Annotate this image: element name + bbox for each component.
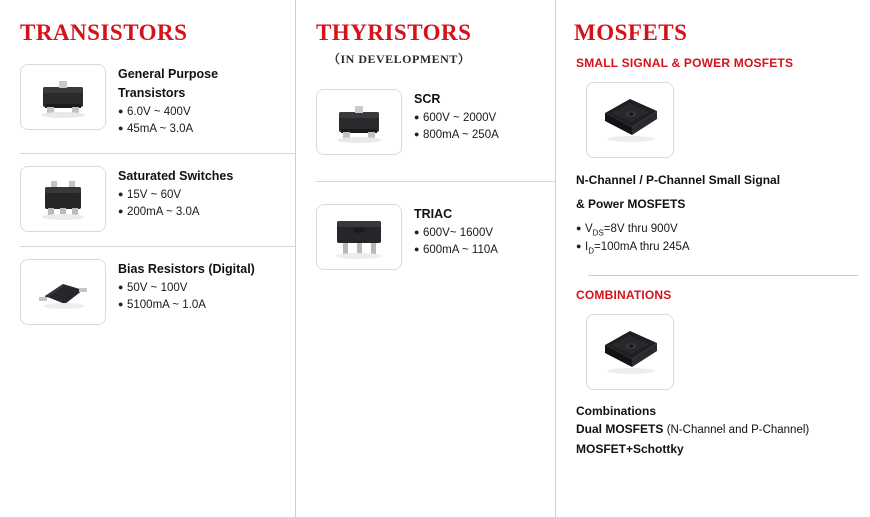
column-mosfets <box>555 0 870 517</box>
product-info <box>106 64 295 139</box>
bullet-icon: ● <box>576 241 582 252</box>
bullet-icon: ● <box>118 123 124 134</box>
spec-text: 800mA ~ 250A <box>423 129 499 142</box>
combinations-dual-light: (N-Channel and P-Channel) <box>666 424 810 437</box>
bullet-icon: ● <box>118 205 124 216</box>
spec-subscript: D <box>588 246 594 256</box>
mosfet-desc-line2: & Power MOSFETS <box>576 197 686 212</box>
product-spec <box>118 204 295 221</box>
sod323-transistor-photo <box>20 259 106 325</box>
column-thyristors <box>295 0 555 517</box>
product-spec <box>118 104 295 121</box>
spec-subscript: DS <box>592 228 604 238</box>
product-spec <box>118 280 295 297</box>
product-name-line1: Saturated Switches <box>118 168 234 183</box>
spec-text: 600V~ 1600V <box>423 227 494 239</box>
spec-prefix: V <box>585 222 593 235</box>
product-row[interactable] <box>20 52 295 153</box>
spec-text: 600mA ~ 110A <box>423 244 498 257</box>
product-row[interactable] <box>20 153 295 246</box>
product-spec <box>414 225 555 242</box>
bullet-icon: ● <box>414 112 420 122</box>
spec-text: 5100mA ~ 1.0A <box>127 298 206 311</box>
product-name-line1: SCR <box>414 92 441 106</box>
combinations-text-block <box>576 404 870 457</box>
spec-prefix: I <box>585 241 589 254</box>
combinations-line-dual <box>576 420 870 439</box>
spec-text: 45mA ~ 3.0A <box>127 123 194 136</box>
qfn-mosfet-photo <box>586 82 674 158</box>
product-spec <box>576 239 870 257</box>
small-signal-text-block <box>576 172 870 257</box>
spec-text: 15V ~ 60V <box>127 188 182 201</box>
product-row[interactable] <box>316 67 555 181</box>
bullet-icon: ● <box>118 188 124 199</box>
sot323-transistor-photo <box>20 166 106 232</box>
section-heading-combinations: COMBINATIONS <box>576 288 672 303</box>
column-title-transistors: TRANSISTORS <box>20 20 188 45</box>
product-spec <box>118 187 295 204</box>
combinations-line-schottky: MOSFET+Schottky <box>576 441 684 456</box>
bullet-icon: ● <box>414 227 420 237</box>
spec-suffix: =100mA thru 245A <box>593 241 690 254</box>
product-info <box>402 204 555 260</box>
spec-text: 600V ~ 2000V <box>423 112 497 124</box>
bullet-icon: ● <box>118 298 124 309</box>
spec-text: 6.0V ~ 400V <box>127 106 191 118</box>
product-info <box>106 166 295 222</box>
product-spec <box>576 221 870 239</box>
product-info <box>106 259 295 315</box>
to252-triac-photo <box>316 204 402 270</box>
product-spec <box>414 110 555 127</box>
product-name-line1: Bias Resistors (Digital) <box>118 261 255 276</box>
combinations-dual-bold: Dual MOSFETS <box>576 422 664 437</box>
combinations-title: Combinations <box>576 404 656 419</box>
column-title-thyristors: THYRISTORS <box>316 20 472 45</box>
bullet-icon: ● <box>576 222 582 233</box>
spec-suffix: =8V thru 900V <box>603 222 678 235</box>
product-spec <box>414 127 555 144</box>
product-info <box>402 89 555 145</box>
product-spec <box>414 242 555 259</box>
product-row[interactable] <box>316 181 555 296</box>
qfn-combination-photo <box>586 314 674 390</box>
column-title-mosfets: MOSFETS <box>574 20 688 45</box>
section-heading-small-signal: SMALL SIGNAL & POWER MOSFETS <box>576 56 794 70</box>
product-spec <box>118 121 295 138</box>
bullet-icon: ● <box>118 106 124 116</box>
sot23-transistor-photo <box>20 64 106 130</box>
product-row[interactable] <box>20 246 295 339</box>
column-subnote-thyristors: （IN DEVELOPMENT） <box>328 52 471 66</box>
product-name-line2: Transistors <box>118 86 186 100</box>
divider <box>588 275 858 276</box>
mosfet-desc-line1: N-Channel / P-Channel Small Signal <box>576 173 781 187</box>
sot23-scr-photo <box>316 89 402 155</box>
spec-text: 200mA ~ 3.0A <box>127 205 200 218</box>
bullet-icon: ● <box>414 244 420 255</box>
bullet-icon: ● <box>414 129 420 140</box>
product-name-line1: TRIAC <box>414 207 453 221</box>
product-spec <box>118 297 295 314</box>
bullet-icon: ● <box>118 281 124 292</box>
column-transistors <box>0 0 295 517</box>
product-name-line1: General Purpose <box>118 67 219 81</box>
spec-text: 50V ~ 100V <box>127 281 188 294</box>
